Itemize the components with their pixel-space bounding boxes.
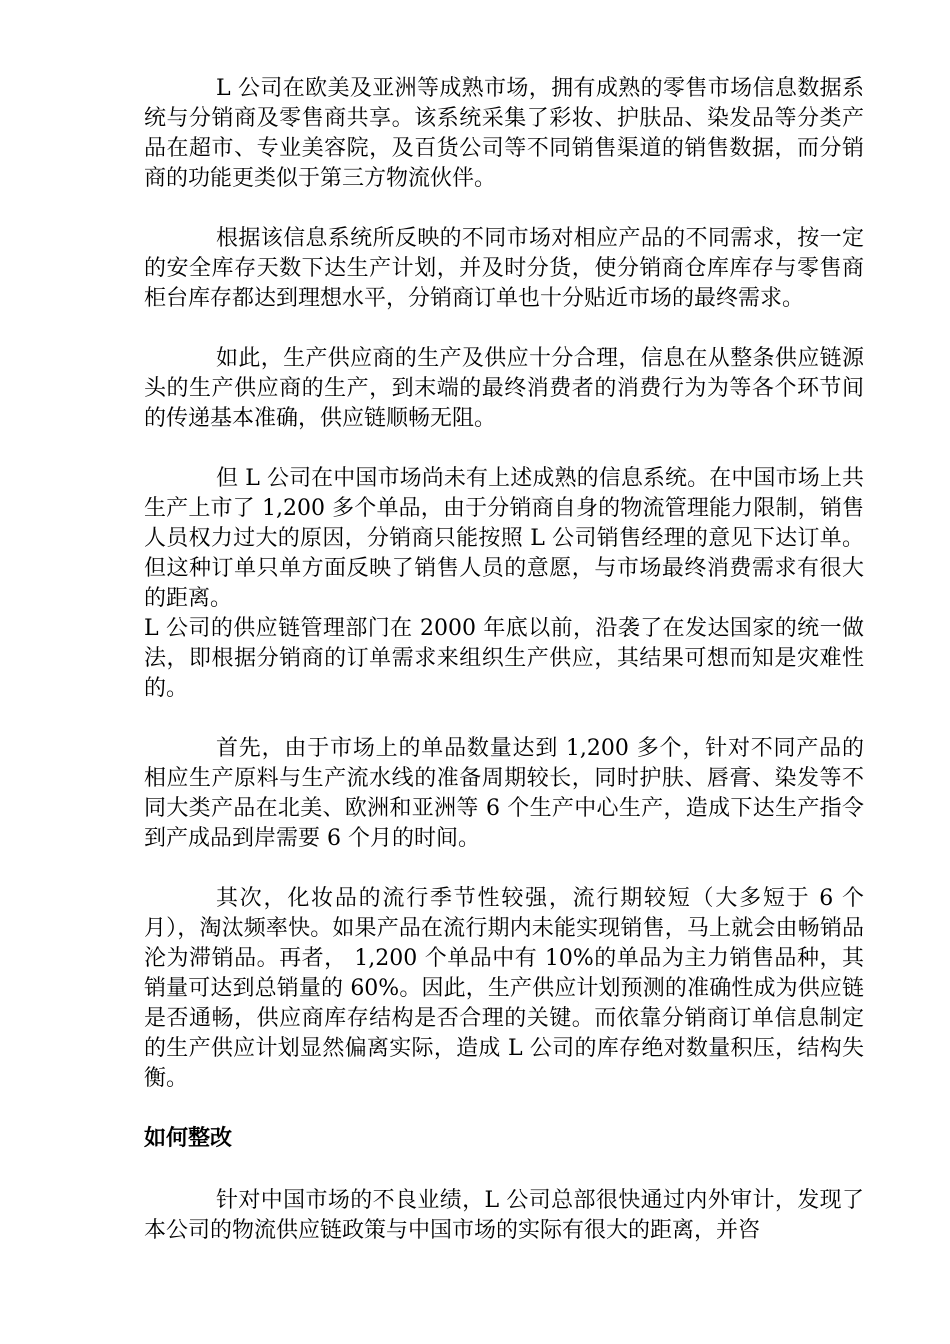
paragraph-rectification: 针对中国市场的不良业绩，L 公司总部很快通过内外审计，发现了本公司的物流供应链政策与中国市场的实际有很大的距离，并咨: [144, 1188, 864, 1243]
paragraph-supply-chain-department: L 公司的供应链管理部门在 2000 年底以前，沿袭了在发达国家的统一做法，即根据分销商的订单需求来组织生产供应，其结果可想而知是灾难性的。: [144, 616, 864, 701]
paragraph-first-reason: 首先，由于市场上的单品数量达到 1,200 多个，针对不同产品的相应生产原料与生产流水线的准备周期较长，同时护肤、唇膏、染发等不同大类产品在北美、欧洲和亚洲等 6 个生产中心生产，造成下达生产指令到产成品到岸需要 6 个月的时间。: [144, 736, 864, 851]
paragraph-supply-chain-flow: 如此，生产供应商的生产及供应十分合理，信息在从整条供应链源头的生产供应商的生产，到末端的最终消费者的消费行为为等各个环节间的传递基本准确，供应链顺畅无阻。: [144, 346, 864, 431]
paragraph-production-planning: 根据该信息系统所反映的不同市场对相应产品的不同需求，按一定的安全库存天数下达生产计划，并及时分货，使分销商仓库库存与零售商柜台库存都达到理想水平，分销商订单也十分贴近市场的最终需求。: [144, 226, 864, 311]
paragraph-china-market: 但 L 公司在中国市场尚未有上述成熟的信息系统。在中国市场上共生产上市了 1,200 多个单品，由于分销商自身的物流管理能力限制，销售人员权力过大的原因，分销商只能按照 L 公司销售经理的意见下达订单。但这种订单只单方面反映了销售人员的意愿，与市场最终消费需求有很大的距离。: [144, 466, 864, 611]
section-heading: 如何整改: [144, 1126, 233, 1151]
document-page: [144, 74, 864, 1246]
paragraph-second-reason: 其次，化妆品的流行季节性较强，流行期较短（大多短于 6 个月），淘汰频率快。如果产品在流行期内未能实现销售，马上就会由畅销品沦为滞销品。再者， 1,200 个单品中有 10%的单品为主力销售品种，其销量可达到总销量的 60%。因此，生产供应计划预测的准确性成为供应链是否通畅，供应商库存结构是否合理的关键。而依靠分销商订单信息制定的生产供应计划显然偏离实际，造成 L 公司的库存绝对数量积压，结构失衡。: [144, 886, 864, 1091]
paragraph-mature-markets: L 公司在欧美及亚洲等成熟市场，拥有成熟的零售市场信息数据系统与分销商及零售商共享。该系统采集了彩妆、护肤品、染发品等分类产品在超市、专业美容院，及百货公司等不同销售渠道的销售数据，而分销商的功能更类似于第三方物流伙伴。: [144, 76, 864, 191]
